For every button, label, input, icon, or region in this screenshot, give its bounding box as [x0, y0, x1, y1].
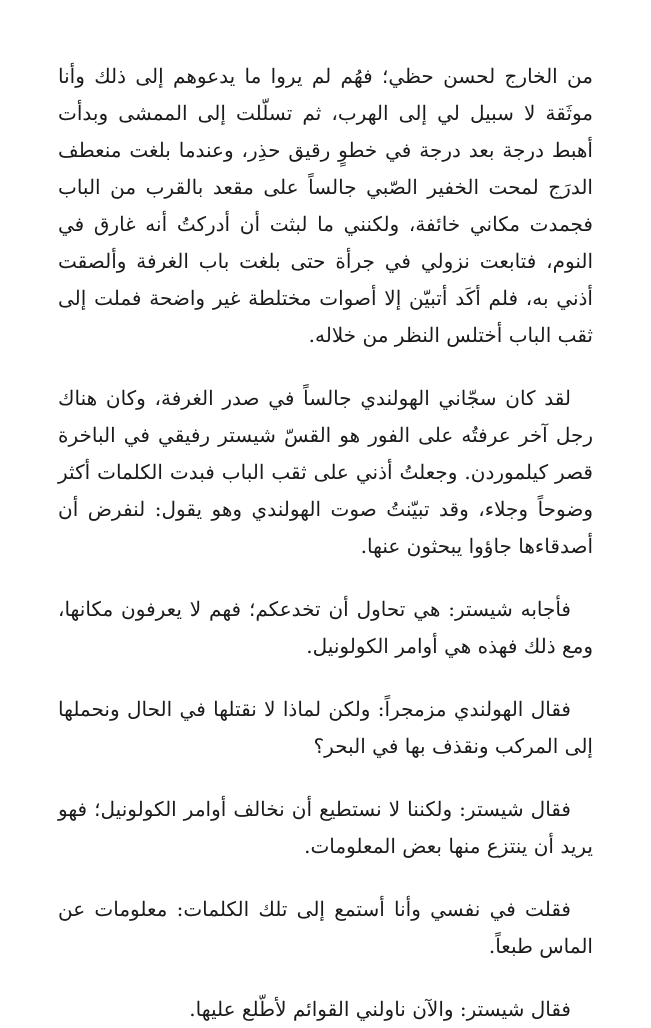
paragraph-4: فقال الهولندي مزمجراً: ولكن لماذا لا نقتلها في الحال ونحملها إلى المركب ونقذف بها في البحر؟ — [58, 697, 593, 758]
paragraph-1: من الخارج لحسن حظي؛ فهُم لم يروا ما يدعوهم إلى ذلك وأنا موثَقة لا سبيل لي إلى الهرب، ثم تسلّلت إلى الممشى وبدأت أهبط درجة بعد درجة في خطوٍ رقيق حذِر، وعندما بلغت منعطف الدرَج لمحت الخفير الصّبي جالساً على مقعد بالقرب من الباب فجمدت مكاني خائفة، ولكنني ما لبثت أن أدركتُ أنه غارق في النوم، فتابعت نزولي في جرأة حتى بلغت باب الغرفة وألصقت أذني به، فلم أكَد أتبيّن إلا أصوات مختلطة غير واضحة فملت إلى ثقب الباب أختلس النظر من خلاله. — [58, 64, 593, 347]
paragraph-6: فقلت في نفسي وأنا أستمع إلى تلك الكلمات: معلومات عن الماس طبعاً. — [58, 897, 593, 958]
paragraph-5: فقال شيستر: ولكننا لا نستطيع أن نخالف أوامر الكولونيل؛ فهو يريد أن ينتزع منها بعض المعلومات. — [58, 797, 593, 858]
paragraph-7: فقال شيستر: والآن ناولني القوائم لأطّلع عليها. — [189, 997, 571, 1021]
paragraph-3: فأجابه شيستر: هي تحاول أن تخدعكم؛ فهم لا يعرفون مكانها، ومع ذلك فهذه هي أوامر الكولونيل. — [58, 597, 593, 658]
paragraph-2: لقد كان سجّاني الهولندي جالساً في صدر الغرفة، وكان هناك رجل آخر عرفتُه على الفور هو القسّ شيستر رفيقي في الباخرة قصر كيلموردن. وجعلتُ أذني على ثقب الباب فبدت الكلمات أكثر وضوحاً وجلاء، وقد تبيّنتُ صوت الهولندي وهو يقول: لنفرض أن أصدقاءها جاؤوا يبحثون عنها. — [58, 386, 593, 558]
